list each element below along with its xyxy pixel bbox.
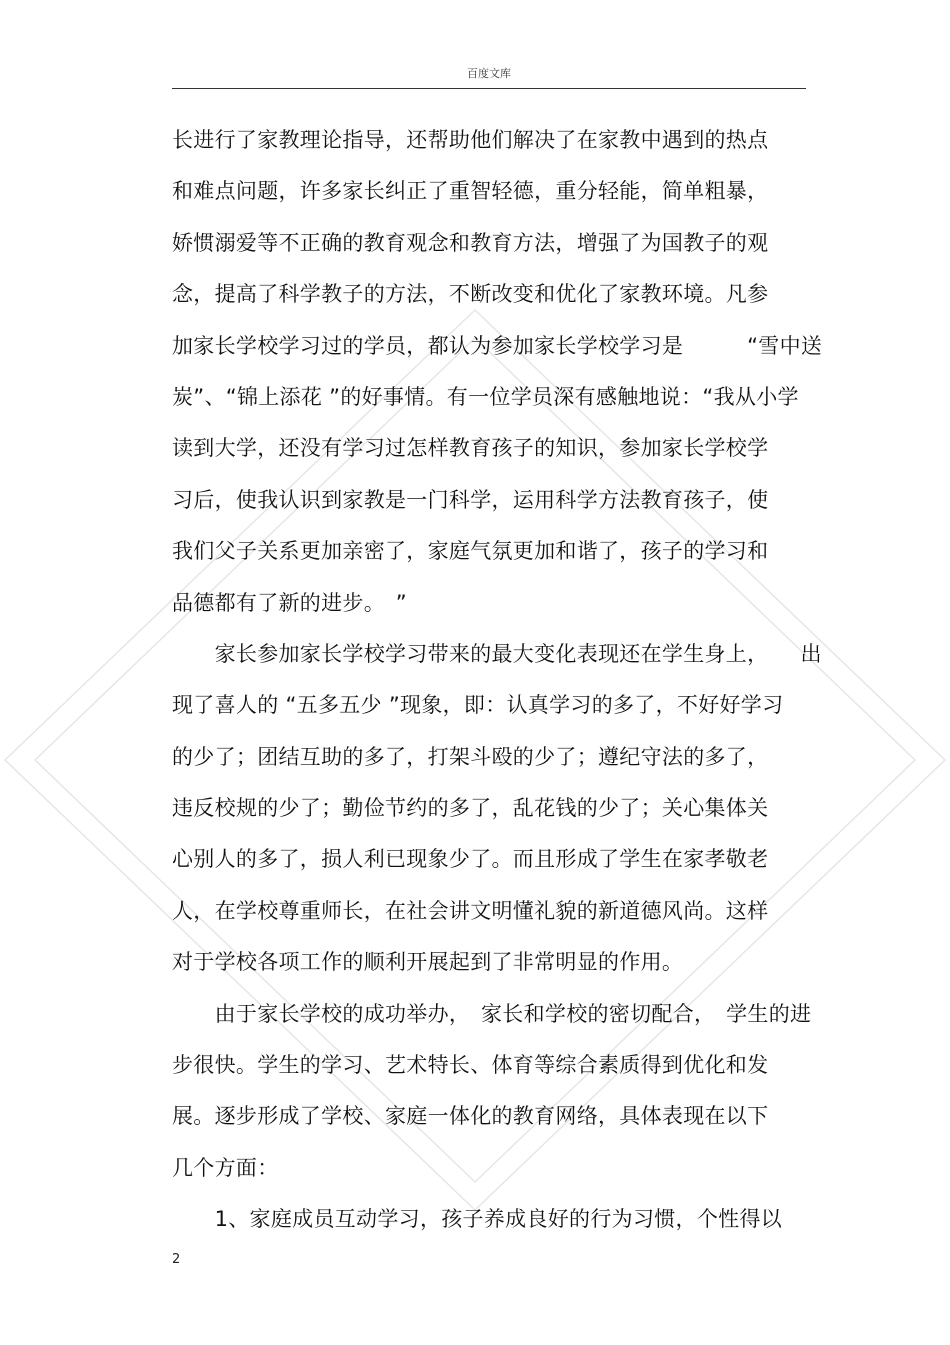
text-line: 家长参加家长学校学习带来的最大变化表现还在学生身上， 出 <box>172 641 822 666</box>
header-title: 百度文库 <box>467 67 511 80</box>
page-number: 2 <box>172 1252 181 1267</box>
text-line: 加家长学校学习过的学员，都认为参加家长学校学习是 “雪中送 <box>172 333 823 358</box>
text-line: 品德都有了新的进步。 ” <box>172 590 407 615</box>
text-line: 念，提高了科学教子的方法，不断改变和优化了家教环境。凡参 <box>172 282 769 307</box>
text-line: 现了喜人的 “五多五少 ”现象，即：认真学习的多了，不好好学习 <box>172 693 784 718</box>
text-line: 长进行了家教理论指导，还帮助他们解决了在家教中遇到的热点 <box>172 128 769 152</box>
text-line: 习后，使我认识到家教是一门科学，运用科学方法教育孩子，使 <box>172 487 769 512</box>
text-line: 1、家庭成员互动学习，孩子养成良好的行为习惯，个性得以 <box>172 1207 783 1232</box>
text-line: 娇惯溺爱等不正确的教育观念和教育方法，增强了为国教子的观 <box>172 230 769 255</box>
text-line: 几个方面： <box>172 1155 279 1180</box>
text-line: 对于学校各项工作的顺利开展起到了非常明显的作用。 <box>172 950 684 975</box>
text-line: 违反校规的少了；勤俭节约的多了，乱花钱的少了；关心集体关 <box>172 796 769 821</box>
page-header <box>172 66 806 89</box>
text-line: 和难点问题，许多家长纠正了重智轻德，重分轻能，简单粗暴， <box>172 179 769 204</box>
text-line: 炭”、“锦上添花 ”的好事情。有一位学员深有感触地说：“我从小学 <box>172 384 799 409</box>
text-line: 步很快。学生的学习、艺术特长、体育等综合素质得到优化和发 <box>172 1053 769 1078</box>
text-line: 心别人的多了，损人利已现象少了。而且形成了学生在家孝敬老 <box>172 847 769 872</box>
text-line: 读到大学，还没有学习过怎样教育孩子的知识，参加家长学校学 <box>172 436 769 461</box>
text-line: 的少了；团结互助的多了，打架斗殴的少了；遵纪守法的多了， <box>172 744 769 769</box>
text-line: 展。逐步形成了学校、家庭一体化的教育网络，具体表现在以下 <box>172 1104 769 1129</box>
text-line: 人，在学校尊重师长，在社会讲文明懂礼貌的新道德风尚。这样 <box>172 898 769 923</box>
document-body <box>172 120 823 1251</box>
text-line: 由于家长学校的成功举办， 家长和学校的密切配合， 学生的进 <box>172 1001 812 1026</box>
text-line: 我们父子关系更加亲密了，家庭气氛更加和谐了，孩子的学习和 <box>172 539 769 564</box>
